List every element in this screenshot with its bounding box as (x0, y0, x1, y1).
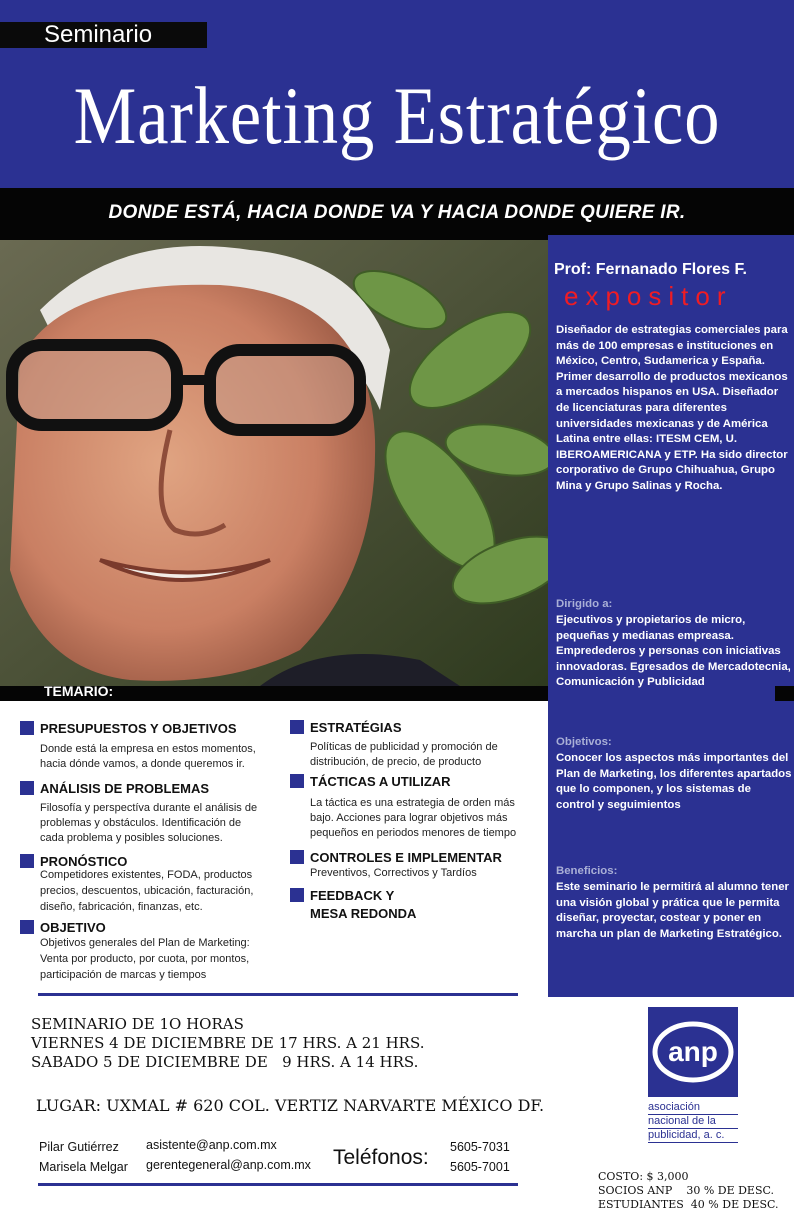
topic-title: CONTROLES E IMPLEMENTAR (290, 850, 502, 865)
contact-names (39, 1137, 128, 1177)
bullet-square-icon (290, 720, 304, 734)
topic-desc-line: distribución, de precio, de producto (310, 756, 482, 768)
speaker-bio: Diseñador de estrategias comerciales para más de 100 empresas e instituciones en México, Centro, Sudamerica y España. Primer desarrollo de productos mexicanos a mercados hispanos en USA. Diseñador de licenciaturas para diferentes universidades mexicanas y de América Latina entre ellas: ITESM CEM, U. IBEROAMERICANA y ETP. Ha sido director corporativo de Grupo Chihuahua, Grupo Mina y Grupo Salinas y Rocha. (556, 324, 788, 492)
schedule-line: SEMINARIO DE 1O HORAS (31, 1015, 244, 1033)
beneficios-text: Este seminario le permitirá al alumno tener una visión global y prática que le permita diseñar, proyectar, costear y poner en marcha un plan de Marketing Estratégico. (556, 881, 789, 940)
topic-desc-line: participación de marcas y tiempos (40, 969, 207, 981)
contact-name: Marisela Melgar (39, 1160, 128, 1174)
topic-desc-line: Políticas de publicidad y promoción de (310, 741, 498, 753)
costs (598, 1170, 779, 1212)
temario-label: TEMARIO: (44, 683, 114, 699)
tagline-bar (0, 188, 794, 240)
cost-line: COSTO: $ 3,000 (598, 1170, 689, 1183)
topic-title: TÁCTICAS A UTILIZAR (290, 774, 451, 789)
topic-desc-line: problemas y obstáculos. Identificación de (40, 817, 242, 829)
telefonos-label: Teléfonos: (333, 1146, 429, 1169)
contact-emails (146, 1135, 311, 1175)
association-name (648, 1101, 738, 1143)
bullet-square-icon (290, 774, 304, 788)
header-banner (0, 0, 794, 188)
schedule-line: VIERNES 4 DE DICIEMBRE DE 17 HRS. A 21 HRS. (31, 1034, 425, 1052)
topic-desc-line: Venta por producto, por cuota, por montos, (40, 953, 250, 965)
logo-mark-text: anp (668, 1036, 718, 1067)
topic-title: OBJETIVO (20, 920, 106, 935)
topic-desc-line: Donde está la empresa en estos momentos, (40, 743, 256, 755)
topic-title: PRONÓSTICO (20, 854, 127, 869)
topic-desc-line: Preventivos, Correctivos y Tardíos (310, 867, 477, 879)
contact-name: Pilar Gutiérrez (39, 1140, 119, 1154)
speaker-role: expositor (564, 281, 733, 311)
topic-desc-line: Filosofía y perspectíva durante el análisis de (40, 802, 258, 814)
topic-desc-line: diseño, fabricación, finanzas, etc. (40, 901, 203, 913)
bullet-square-icon (20, 721, 34, 735)
phone-numbers (450, 1137, 510, 1177)
contact-email[interactable]: asistente@anp.com.mx (146, 1138, 277, 1152)
topic-title: PRESUPUESTOS Y OBJETIVOS (20, 721, 237, 736)
contact-email[interactable]: gerentegeneral@anp.com.mx (146, 1158, 311, 1172)
association-line: asociación (648, 1101, 738, 1115)
temario-left-column (20, 718, 290, 988)
bullet-square-icon (290, 850, 304, 864)
topic-desc-line: precios, descuentos, ubicación, facturación, (40, 885, 254, 897)
phone-number: 5605-7001 (450, 1160, 510, 1174)
cost-line: SOCIOS ANP 30 % DE DESC. (598, 1184, 775, 1197)
topic-desc-line: cada problema y posibles soluciones. (40, 832, 223, 844)
bullet-square-icon (290, 888, 304, 902)
main-title: Marketing Estratégico (73, 70, 721, 161)
anp-logo (648, 1007, 738, 1097)
topic-desc-line: Competidores existentes, FODA, productos (40, 869, 253, 881)
bullet-square-icon (20, 920, 34, 934)
divider (38, 1183, 518, 1186)
schedule-line: SABADO 5 DE DICIEMBRE DE 9 HRS. A 14 HRS. (31, 1053, 419, 1071)
topic-title: ESTRATÉGIAS (290, 720, 402, 735)
phone-number: 5605-7031 (450, 1140, 510, 1154)
cost-line: ESTUDIANTES 40 % DE DESC. (598, 1198, 779, 1211)
objetivos-title: Objetivos: (556, 736, 612, 748)
temario-bar (0, 683, 548, 701)
association-line: publicidad, a. c. (648, 1129, 738, 1143)
topic-desc-line: bajo. Acciones para lograr objetivos más (310, 812, 508, 824)
topic-desc-line: hacia dónde vamos, a donde queremos ir. (40, 758, 245, 770)
topic-desc-line: Objetivos generales del Plan de Marketing: (40, 937, 250, 949)
topic-title: ANÁLISIS DE PROBLEMAS (20, 781, 209, 796)
venue: LUGAR: UXMAL # 620 COL. VERTIZ NARVARTE MÉXICO DF. (36, 1096, 545, 1115)
bullet-square-icon (20, 854, 34, 868)
temario-right-column (290, 718, 546, 928)
temario-bar-end (775, 686, 794, 701)
speaker-photo (0, 240, 548, 686)
beneficios-title: Beneficios: (556, 865, 618, 877)
tagline: DONDE ESTÁ, HACIA DONDE VA Y HACIA DONDE QUIERE IR. (108, 202, 686, 223)
dirigido-title: Dirigido a: (556, 598, 613, 610)
schedule (31, 1015, 424, 1072)
seminario-label: Seminario (44, 21, 153, 48)
divider (38, 993, 518, 996)
speaker-name: Prof: Fernanado Flores F. (554, 261, 747, 278)
dirigido-text: Ejecutivos y propietarios de micro, pequeñas y medianas empreasa. Empredederos y personas con iniciativas innovadoras. Egresados de Mercadotecnia, Comunicación y Publicidad (556, 614, 791, 689)
topic-title-line2: MESA REDONDA (310, 906, 417, 921)
topic-desc-line: pequeños en periodos menores de tiempo (310, 827, 517, 839)
bullet-square-icon (20, 781, 34, 795)
seminario-tag (0, 22, 207, 48)
speaker-panel (548, 235, 794, 997)
objetivos-text: Conocer los aspectos más importantes del Plan de Marketing, los diferentes apartados que lo componen, y los sistemas de control y seguimientos (556, 752, 792, 811)
topic-desc-line: La táctica es una estrategia de orden más (310, 797, 515, 809)
association-line: nacional de la (648, 1115, 738, 1129)
topic-title: FEEDBACK Y (290, 888, 394, 903)
